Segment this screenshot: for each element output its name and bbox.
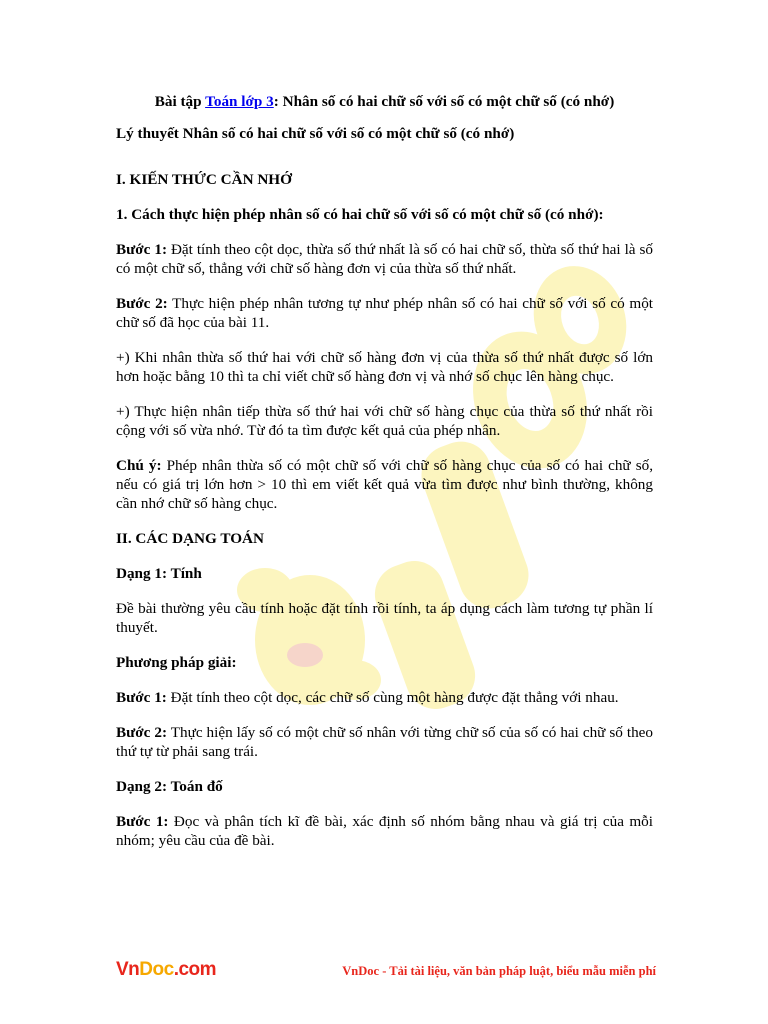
method-step-2-label: Bước 2: bbox=[116, 724, 168, 741]
subsection-heading-1: 1. Cách thực hiện phép nhân số có hai chữ số với số có một chữ số (có nhớ): bbox=[116, 206, 604, 223]
title-suffix: : Nhân số có hai chữ số với số có một chữ số (có nhớ) bbox=[273, 93, 615, 110]
step-1-label: Bước 1: bbox=[116, 241, 167, 258]
dang-2-step-1-label: Bước 1: bbox=[116, 813, 169, 830]
footer-tagline: VnDoc - Tải tài liệu, văn bản pháp luật, biểu mẫu miễn phí bbox=[342, 964, 656, 978]
page-footer bbox=[116, 959, 656, 983]
logo-vn: Vn bbox=[116, 959, 140, 980]
section-heading-2: II. CÁC DẠNG TOÁN bbox=[116, 530, 264, 547]
dang-2-step-1-text: Đọc và phân tích kĩ đề bài, xác định số nhóm bằng nhau và giá trị của mỗi nhóm; yêu cầu của đề bài. bbox=[116, 813, 653, 849]
dang-1-heading: Dạng 1: Tính bbox=[116, 565, 202, 582]
bullet-1-paragraph: +) Khi nhân thừa số thứ hai với chữ số hàng đơn vị của thừa số thứ nhất được số lớn hơn hoặc bằng 10 thì ta chỉ viết chữ số hàng đơn vị và nhớ số chục lên hàng chục. bbox=[116, 349, 653, 385]
step-2-paragraph bbox=[116, 294, 653, 332]
dang-2-step-1-paragraph bbox=[116, 812, 653, 850]
note-paragraph bbox=[116, 456, 653, 513]
logo-doc: Doc bbox=[139, 959, 174, 980]
method-step-2-text: Thực hiện lấy số có một chữ số nhân với từng chữ số của số có hai chữ số theo thứ tự từ phải sang trái. bbox=[116, 724, 654, 760]
note-text: Phép nhân thừa số có một chữ số với chữ số hàng chục của số có hai chữ số, nếu có giá trị lớn hơn > 10 thì em viết kết quả vừa tìm được như bình thường, không cần nhớ chữ số hàng chục. bbox=[116, 457, 653, 512]
toan-lop-3-link[interactable]: Toán lớp 3 bbox=[205, 93, 274, 110]
method-step-2-paragraph bbox=[116, 723, 653, 761]
step-2-label: Bước 2: bbox=[116, 295, 168, 312]
note-label: Chú ý: bbox=[116, 457, 162, 474]
method-step-1-paragraph bbox=[116, 688, 653, 707]
step-1-paragraph bbox=[116, 240, 653, 278]
section-heading-1: I. KIẾN THỨC CẦN NHỚ bbox=[116, 171, 292, 188]
vndoc-logo[interactable] bbox=[116, 959, 216, 981]
document-title bbox=[116, 92, 653, 111]
document-subtitle: Lý thuyết Nhân số có hai chữ số với số có một chữ số (có nhớ) bbox=[116, 125, 515, 142]
bullet-2-paragraph: +) Thực hiện nhân tiếp thừa số thứ hai với chữ số hàng chục của thừa số thứ nhất rồi cộng với số vừa nhớ. Từ đó ta tìm được kết quả của phép nhân. bbox=[116, 403, 653, 439]
dang-2-heading: Dạng 2: Toán đố bbox=[116, 778, 223, 795]
step-2-text: Thực hiện phép nhân tương tự như phép nhân số có hai chữ số với số có một chữ số đã học của bài 11. bbox=[116, 295, 654, 331]
method-step-1-label: Bước 1: bbox=[116, 689, 167, 706]
method-step-1-text: Đặt tính theo cột dọc, các chữ số cùng một hàng được đặt thẳng với nhau. bbox=[166, 689, 619, 706]
logo-com: .com bbox=[173, 959, 217, 980]
document-body bbox=[116, 92, 653, 850]
method-heading: Phương pháp giải: bbox=[116, 654, 237, 671]
step-1-text: Đặt tính theo cột dọc, thừa số thứ nhất là số có hai chữ số, thừa số thứ hai là số có một chữ số, thẳng với chữ số hàng đơn vị của thừa số thứ nhất. bbox=[116, 241, 653, 277]
title-prefix: Bài tập bbox=[154, 93, 206, 110]
dang-1-paragraph: Đề bài thường yêu cầu tính hoặc đặt tính rồi tính, ta áp dụng cách làm tương tự phần lí thuyết. bbox=[116, 600, 653, 636]
